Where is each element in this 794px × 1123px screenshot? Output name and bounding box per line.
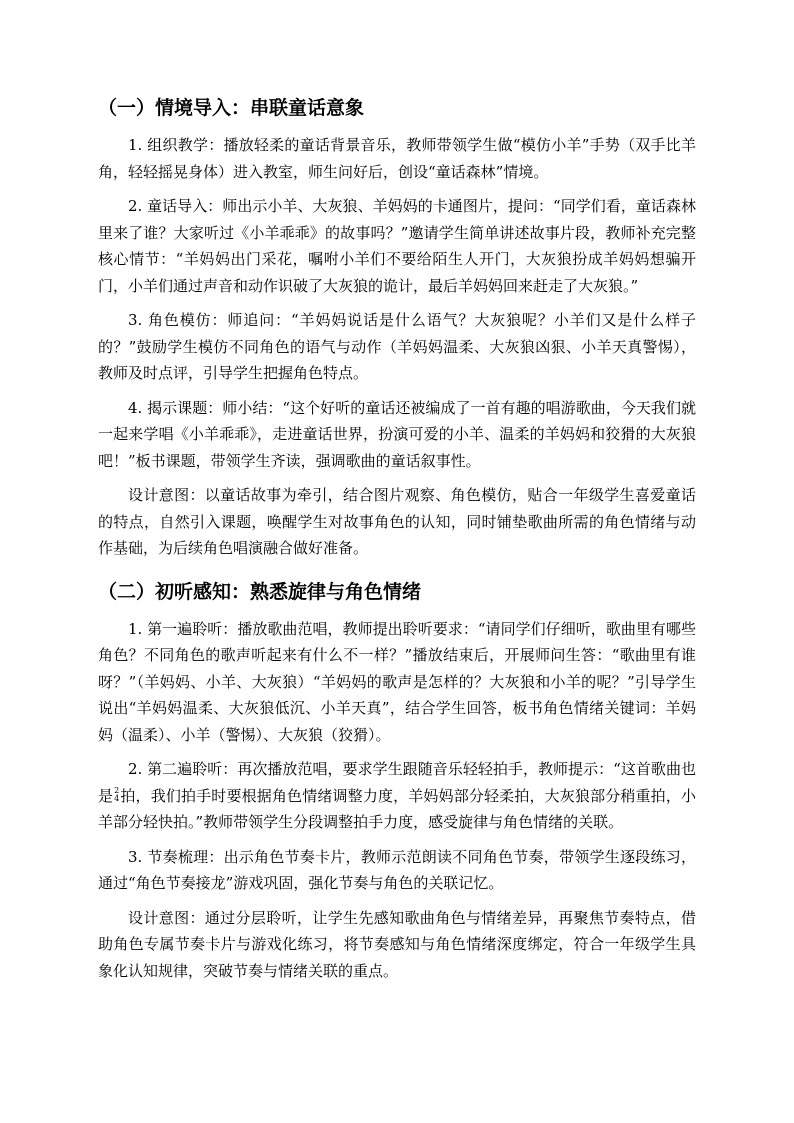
time-signature bbox=[114, 787, 119, 803]
time-signature-denominator: 4 bbox=[114, 793, 120, 803]
paragraph: 3. 角色模仿：师追问：“羊妈妈说话是什么语气？大灰狼呢？小羊们又是什么样子的？”鼓励学生模仿不同角色的语气与动作（羊妈妈温柔、大灰狼凶狠、小羊天真警惕），教师及时点评，引导学生把握角色特点。 bbox=[98, 311, 696, 382]
paragraph: 1. 组织教学：播放轻柔的童话背景音乐，教师带领学生做“模仿小羊”手势（双手比羊角，轻轻摇晃身体）进入教室，师生问好后，创设“童话森林”情境。 bbox=[98, 136, 696, 181]
section-title-2: （二）初听感知：熟悉旋律与角色情绪 bbox=[98, 580, 422, 603]
time-signature-numerator: 2 bbox=[114, 785, 120, 795]
paragraph: 3. 节奏梳理：出示角色节奏卡片，教师示范朗读不同角色节奏，带领学生逐段练习，通过“角色节奏接龙”游戏巩固，强化节奏与角色的关联记忆。 bbox=[98, 847, 696, 892]
paragraph: 2. 童话导入：师出示小羊、大灰狼、羊妈妈的卡通图片，提问：“同学们看，童话森林里来了谁？大家听过《小羊乖乖》的故事吗？”邀请学生简单讲述故事片段，教师补充完整核心情节：“羊妈妈出门采花，嘱咐小羊们不要给陌生人开门，大灰狼扮成羊妈妈想骗开门，小羊们通过声音和动作识破了大灰狼的诡计，最后羊妈妈回来赶走了大灰狼。” bbox=[98, 197, 696, 295]
section-title-1: （一）情境导入：串联童话意象 bbox=[98, 97, 365, 119]
paragraph: 1. 第一遍聆听：播放歌曲范唱，教师提出聆听要求：“请同学们仔细听，歌曲里有哪些角色？不同角色的歌声听起来有什么不一样？”播放结束后，开展师问生答：“歌曲里有谁呀？”（羊妈妈、小羊、大灰狼）“羊妈妈的歌声是怎样的？大灰狼和小羊的呢？”引导学生说出“羊妈妈温柔、大灰狼低沉、小羊天真”，结合学生回答，板书角色情绪关键词：羊妈妈（温柔）、小羊（警惕）、大灰狼（狡猾）。 bbox=[98, 619, 696, 744]
paragraph-time-signature bbox=[98, 756, 696, 836]
paragraph-text-after: 拍，我们拍手时要根据角色情绪调整力度，羊妈妈部分轻柔拍，大灰狼部分稍重拍，小羊部分轻快拍。”教师带领学生分段调整拍手力度，感受旋律与角色情绪的关联。 bbox=[98, 786, 696, 831]
design-intent-paragraph: 设计意图：通过分层聆听，让学生先感知歌曲角色与情绪差异，再聚焦节奏特点，借助角色专属节奏卡片与游戏化练习，将节奏感知与角色情绪深度绑定，符合一年级学生具象化认知规律，突破节奏与情绪关联的重点。 bbox=[98, 908, 696, 980]
design-intent-paragraph: 设计意图：以童话故事为牵引，结合图片观察、角色模仿，贴合一年级学生喜爱童话的特点，自然引入课题，唤醒学生对故事角色的认知，同时铺垫歌曲所需的角色情绪与动作基础，为后续角色唱演融合做好准备。 bbox=[98, 486, 696, 557]
paragraph-text-before: 2. 第二遍聆听：再次播放范唱，要求学生跟随音乐轻轻拍手，教师提示：“这首歌曲也是 bbox=[98, 760, 696, 805]
paragraph: 4. 揭示课题：师小结：“这个好听的童话还被编成了一首有趣的唱游歌曲，今天我们就一起来学唱《小羊乖乖》，走进童话世界，扮演可爱的小羊、温柔的羊妈妈和狡猾的大灰狼吧！”板书课题，带领学生齐读，强调歌曲的童话叙事性。 bbox=[98, 398, 696, 470]
